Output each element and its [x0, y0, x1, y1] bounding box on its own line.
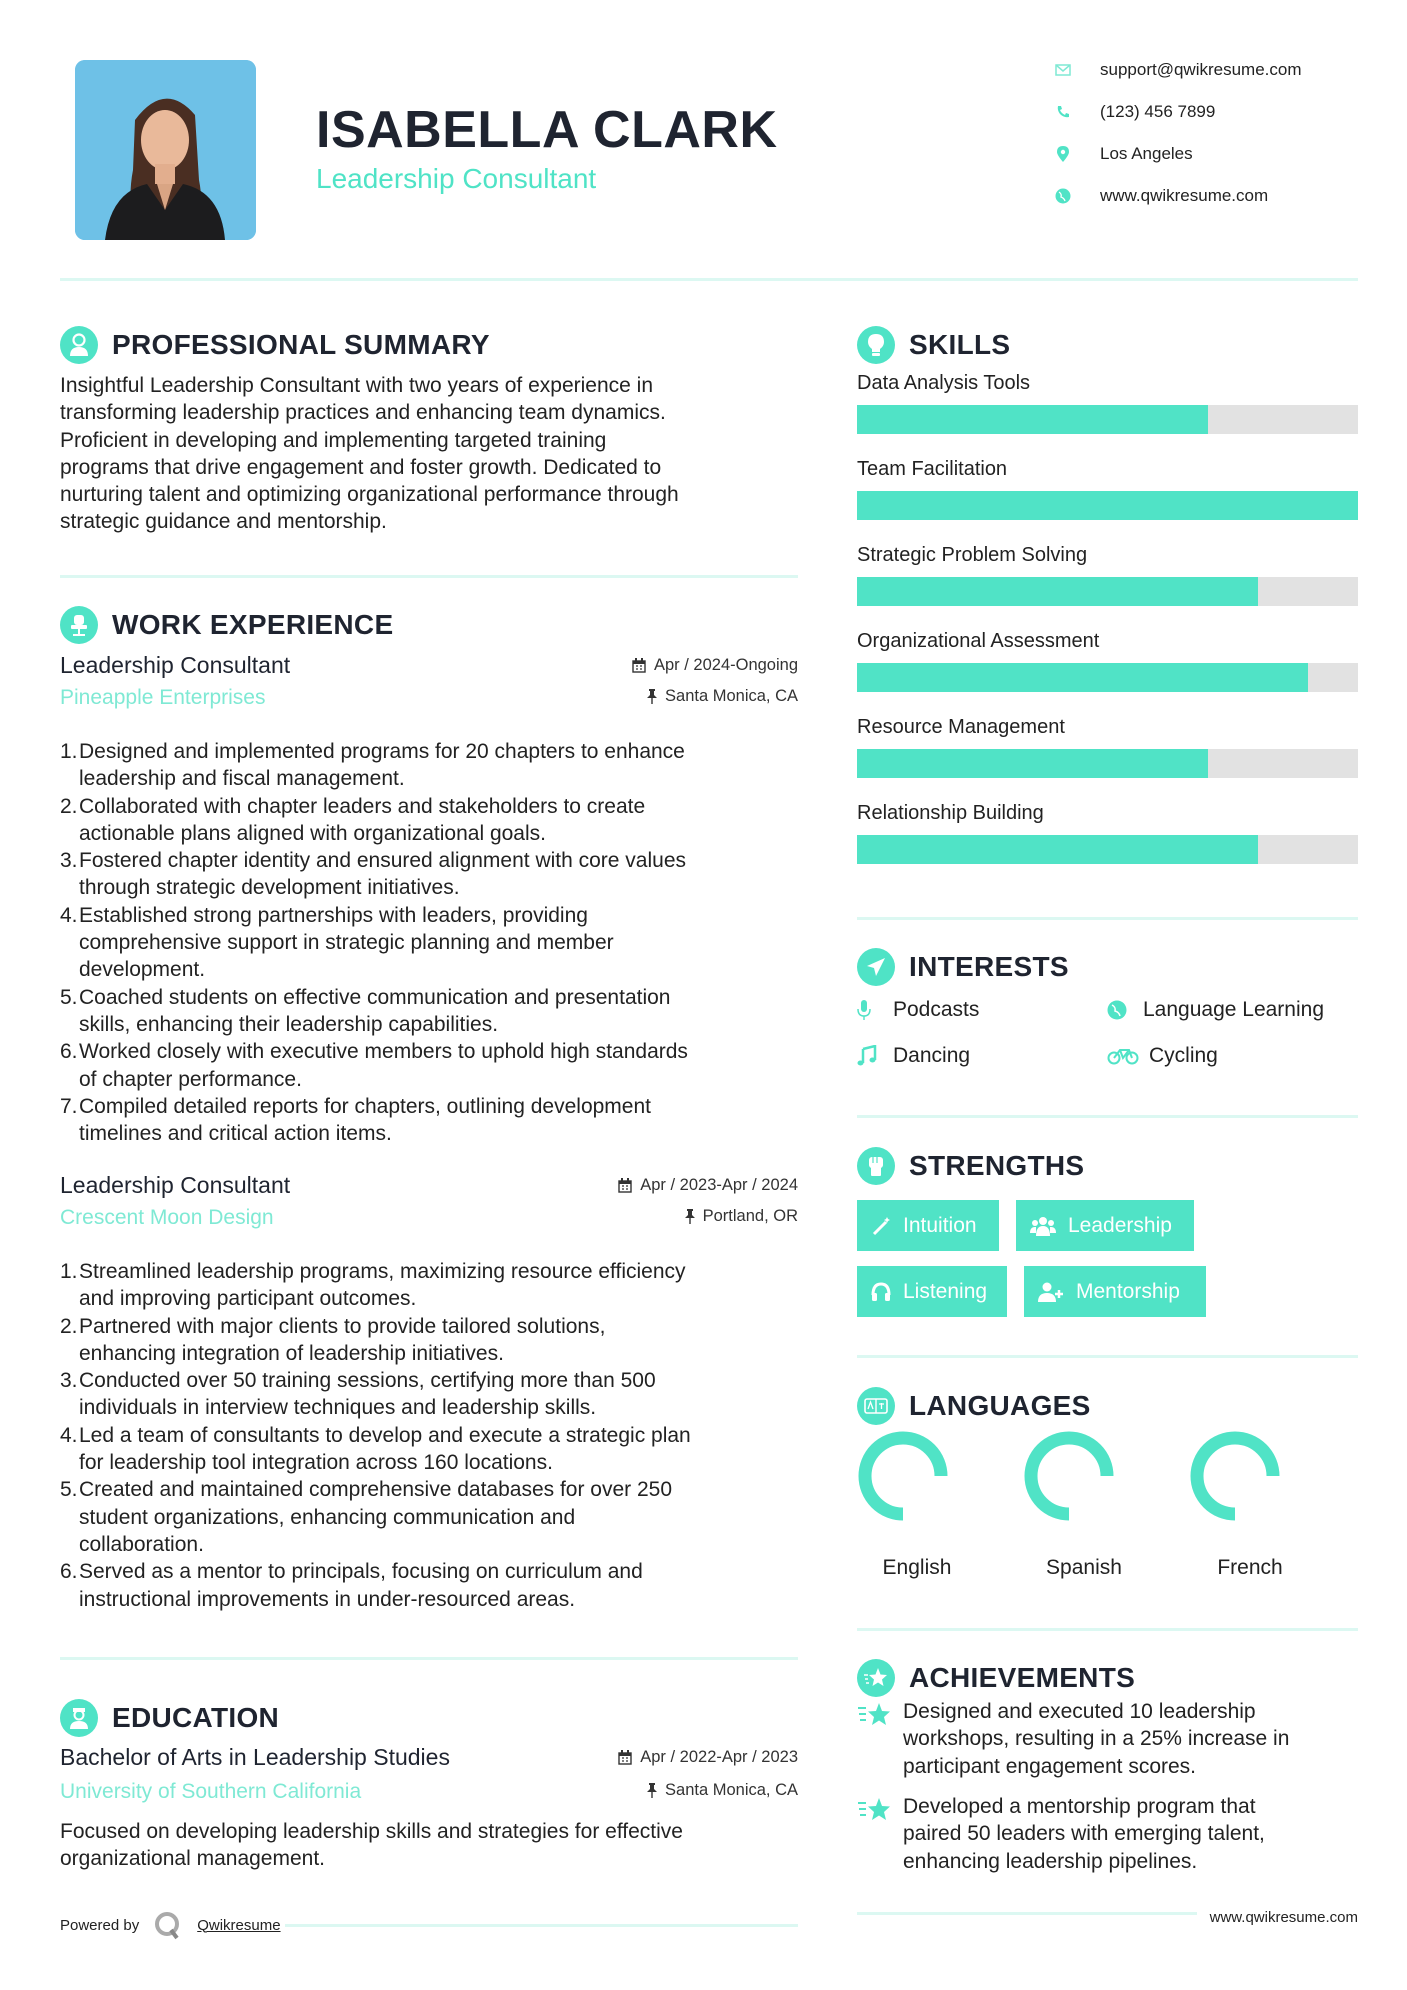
bicycle-icon	[1107, 1047, 1141, 1065]
interests-heading	[857, 947, 1069, 987]
strength-label: Leadership	[1068, 1213, 1172, 1237]
skill-bar	[857, 749, 1358, 778]
candidate-name: ISABELLA CLARK	[316, 101, 778, 159]
job-entry	[60, 652, 798, 1147]
contact-location	[1054, 141, 1374, 167]
education-location	[647, 1781, 798, 1800]
list-item: 5. Created and maintained comprehensive databases for over 250 student organizations, enhancing communication and collaboration.	[60, 1478, 673, 1556]
job-dates-text: Apr / 2024-Ongoing	[653, 656, 798, 674]
summary-text	[60, 372, 820, 536]
job-bullets	[60, 1258, 798, 1613]
job-dates-text: Apr / 2023-Apr / 2024	[640, 1176, 798, 1194]
education-description: Focused on developing leadership skills and strategies for effective organizational management.	[60, 1820, 683, 1871]
degree: Bachelor of Arts in Leadership Studies	[60, 1744, 450, 1770]
experience-heading-label: WORK EXPERIENCE	[112, 609, 394, 640]
languages-heading-label: LANGUAGES	[909, 1390, 1091, 1421]
skill-bar-fill	[857, 405, 1208, 434]
contact-phone[interactable]	[1054, 99, 1374, 125]
strengths-heading	[857, 1146, 1084, 1186]
job-title: Leadership Consultant	[60, 652, 291, 678]
job-bullets	[60, 738, 798, 1147]
skill-label: Relationship Building	[857, 802, 1044, 824]
summary-line: nurturing talent and optimizing organizational performance through	[60, 483, 679, 507]
strength-label: Intuition	[903, 1213, 977, 1237]
strength-tag	[857, 1200, 999, 1251]
education-dates-text: Apr / 2022-Apr / 2023	[640, 1748, 798, 1766]
paper-plane-icon	[857, 948, 895, 986]
user-icon	[60, 326, 98, 364]
school-name: University of Southern California	[60, 1780, 362, 1803]
summary-line: strategic guidance and mentorship.	[60, 510, 387, 534]
phone-icon	[1054, 103, 1072, 121]
achievements-heading	[857, 1658, 1135, 1698]
list-item: 7. Compiled detailed reports for chapters, outlining development timelines and critical action items.	[60, 1094, 651, 1146]
interest-item	[857, 1041, 970, 1071]
music-note-icon	[857, 1045, 885, 1067]
section-divider	[60, 1657, 798, 1660]
microphone-icon	[857, 999, 885, 1021]
company-name: Pineapple Enterprises	[60, 686, 266, 709]
pushpin-icon	[647, 1783, 657, 1798]
star-icon	[857, 1698, 903, 1780]
language-ring-french	[1190, 1431, 1280, 1526]
section-divider	[857, 917, 1358, 920]
list-item: 3. Fostered chapter identity and ensured alignment with core values through strategic development initiatives.	[60, 849, 687, 900]
summary-line: Proficient in developing and implementing targeted training	[60, 428, 607, 452]
star-icon	[857, 1793, 903, 1875]
skill-item	[857, 716, 1358, 802]
skill-bar-fill	[857, 663, 1308, 692]
interest-label: Dancing	[893, 1044, 971, 1067]
list-item: 1. Designed and implemented programs for 20 chapters to enhance leadership and fiscal management.	[60, 740, 685, 791]
skill-label: Organizational Assessment	[857, 630, 1100, 652]
language-label: Spanish	[1046, 1556, 1122, 1579]
pushpin-icon	[647, 689, 657, 704]
skill-bar-fill	[857, 749, 1208, 778]
lightbulb-icon	[857, 326, 895, 364]
skills-heading-label: SKILLS	[909, 329, 1011, 360]
list-item: 6. Served as a mentor to principals, focusing on curriculum and instructional improvements in under-resourced areas.	[60, 1560, 643, 1611]
skill-bar	[857, 663, 1358, 692]
list-item: 2. Collaborated with chapter leaders and stakeholders to create actionable plans aligned with organizational goals.	[60, 794, 646, 845]
contact-phone-text: (123) 456 7899	[1100, 102, 1216, 121]
job-title: Leadership Consultant	[60, 1172, 291, 1198]
list-item: 2. Partnered with major clients to provide tailored solutions, enhancing integration of leadership initiatives.	[60, 1314, 606, 1365]
list-item: 1. Streamlined leadership programs, maximizing resource efficiency and improving participant outcomes.	[60, 1260, 686, 1311]
strength-label: Mentorship	[1076, 1279, 1180, 1303]
company-name: Crescent Moon Design	[60, 1206, 274, 1229]
language-ring-spanish	[1024, 1431, 1114, 1526]
interest-item	[1107, 1041, 1218, 1071]
job-location-text: Portland, OR	[702, 1207, 798, 1225]
summary-line: transforming leadership practices and enhancing team dynamics.	[60, 401, 666, 425]
strength-tag	[1024, 1266, 1206, 1317]
skill-label: Resource Management	[857, 716, 1065, 738]
users-icon	[1030, 1216, 1056, 1236]
strengths-heading-label: STRENGTHS	[909, 1150, 1085, 1181]
interest-label: Language Learning	[1143, 998, 1325, 1021]
summary-heading	[60, 325, 490, 365]
skills-heading	[857, 325, 1010, 365]
interest-item	[1107, 995, 1324, 1025]
star-icon	[857, 1659, 895, 1697]
contact-email-text: support@qwikresume.com	[1100, 60, 1302, 79]
job-dates	[632, 656, 798, 675]
globe-icon	[1107, 1000, 1135, 1020]
globe-icon	[1054, 187, 1072, 205]
job-location	[685, 1207, 798, 1226]
fist-icon	[857, 1147, 895, 1185]
magic-wand-icon	[871, 1216, 891, 1236]
skill-label: Team Facilitation	[857, 458, 1008, 480]
pushpin-icon	[685, 1209, 695, 1224]
skill-item	[857, 630, 1358, 716]
section-divider	[857, 1628, 1358, 1631]
header-divider	[60, 278, 1358, 281]
section-divider	[857, 1115, 1358, 1118]
footer-powered-by	[60, 1905, 798, 1945]
job-entry	[60, 1172, 798, 1613]
skill-item	[857, 458, 1358, 544]
education-heading-label: EDUCATION	[112, 1702, 280, 1733]
map-pin-icon	[1054, 145, 1072, 163]
skill-bar	[857, 835, 1358, 864]
summary-heading-label: PROFESSIONAL SUMMARY	[112, 329, 490, 360]
education-location-text: Santa Monica, CA	[665, 1781, 798, 1799]
interest-item	[857, 995, 979, 1025]
experience-heading	[60, 605, 393, 645]
skill-bar	[857, 405, 1358, 434]
skill-bar	[857, 577, 1358, 606]
list-item: 3. Conducted over 50 training sessions, certifying more than 500 individuals in interview techniques and leadership skills.	[60, 1369, 656, 1420]
calendar-icon	[618, 1750, 632, 1765]
strength-label: Listening	[903, 1279, 988, 1303]
job-dates	[618, 1176, 798, 1195]
summary-line: Insightful Leadership Consultant with two years of experience in	[60, 374, 654, 397]
list-item: 4. Established strong partnerships with leaders, providing comprehensive support in strategic planning and member development.	[60, 903, 614, 982]
calendar-icon	[618, 1178, 632, 1193]
powered-by-label: Powered by	[60, 1916, 140, 1934]
contact-location-text: Los Angeles	[1100, 144, 1193, 163]
contact-website-text: www.qwikresume.com	[1100, 186, 1269, 205]
skill-item	[857, 544, 1358, 630]
candidate-title: Leadership Consultant	[316, 163, 597, 194]
language-icon	[857, 1387, 895, 1425]
interests-heading-label: INTERESTS	[909, 951, 1069, 982]
strength-tag	[1016, 1200, 1194, 1251]
skill-bar	[857, 491, 1358, 520]
language-ring-english	[858, 1431, 948, 1526]
list-item: 4. Led a team of consultants to develop and execute a strategic plan for leadership tool integration across 160 locations.	[60, 1423, 691, 1475]
graduate-icon	[60, 1699, 98, 1737]
skill-bar-fill	[857, 577, 1258, 606]
calendar-icon	[632, 658, 646, 673]
education-dates	[618, 1748, 798, 1767]
user-plus-icon	[1038, 1282, 1064, 1302]
skill-item	[857, 372, 1358, 458]
skill-bar-fill	[857, 491, 1358, 520]
office-chair-icon	[60, 606, 98, 644]
skills-list	[857, 372, 1358, 888]
language-label: English	[882, 1556, 952, 1579]
skill-item	[857, 802, 1358, 888]
list-item: 6. Worked closely with executive members to uphold high standards of chapter performance.	[60, 1040, 688, 1091]
strength-tag	[857, 1266, 1007, 1317]
achievement-item: Designed and executed 10 leadership workshops, resulting in a 25% increase in participant engagement scores.	[857, 1698, 1358, 1780]
list-item: 5. Coached students on effective communication and presentation skills, enhancing their leadership capabilities.	[60, 985, 671, 1036]
contact-website[interactable]	[1054, 183, 1374, 209]
footer-website[interactable]: www.qwikresume.com	[1209, 1908, 1358, 1926]
achievement-item: Developed a mentorship program that paired 50 leaders with emerging talent, enhancing leadership pipelines.	[857, 1793, 1358, 1875]
interest-label: Podcasts	[893, 998, 980, 1021]
qwikresume-logo-icon	[153, 1910, 183, 1940]
skill-label: Data Analysis Tools	[857, 372, 1031, 394]
qwikresume-link[interactable]: Qwikresume	[197, 1916, 281, 1934]
job-location-text: Santa Monica, CA	[665, 687, 798, 705]
job-location	[647, 687, 798, 706]
section-divider	[60, 575, 798, 578]
section-divider	[857, 1355, 1358, 1358]
education-heading	[60, 1698, 279, 1738]
language-label: French	[1217, 1556, 1283, 1579]
education-entry	[60, 1744, 798, 1873]
achievements-heading-label: ACHIEVEMENTS	[909, 1662, 1136, 1693]
profile-photo	[75, 60, 256, 240]
headphones-icon	[871, 1282, 891, 1302]
skill-bar-fill	[857, 835, 1258, 864]
envelope-icon	[1054, 61, 1072, 79]
languages-heading	[857, 1386, 1091, 1426]
summary-line: programs that drive engagement and foster growth. Dedicated to	[60, 455, 662, 479]
interest-label: Cycling	[1149, 1044, 1218, 1067]
contact-email[interactable]	[1054, 57, 1374, 83]
skill-label: Strategic Problem Solving	[857, 544, 1088, 566]
